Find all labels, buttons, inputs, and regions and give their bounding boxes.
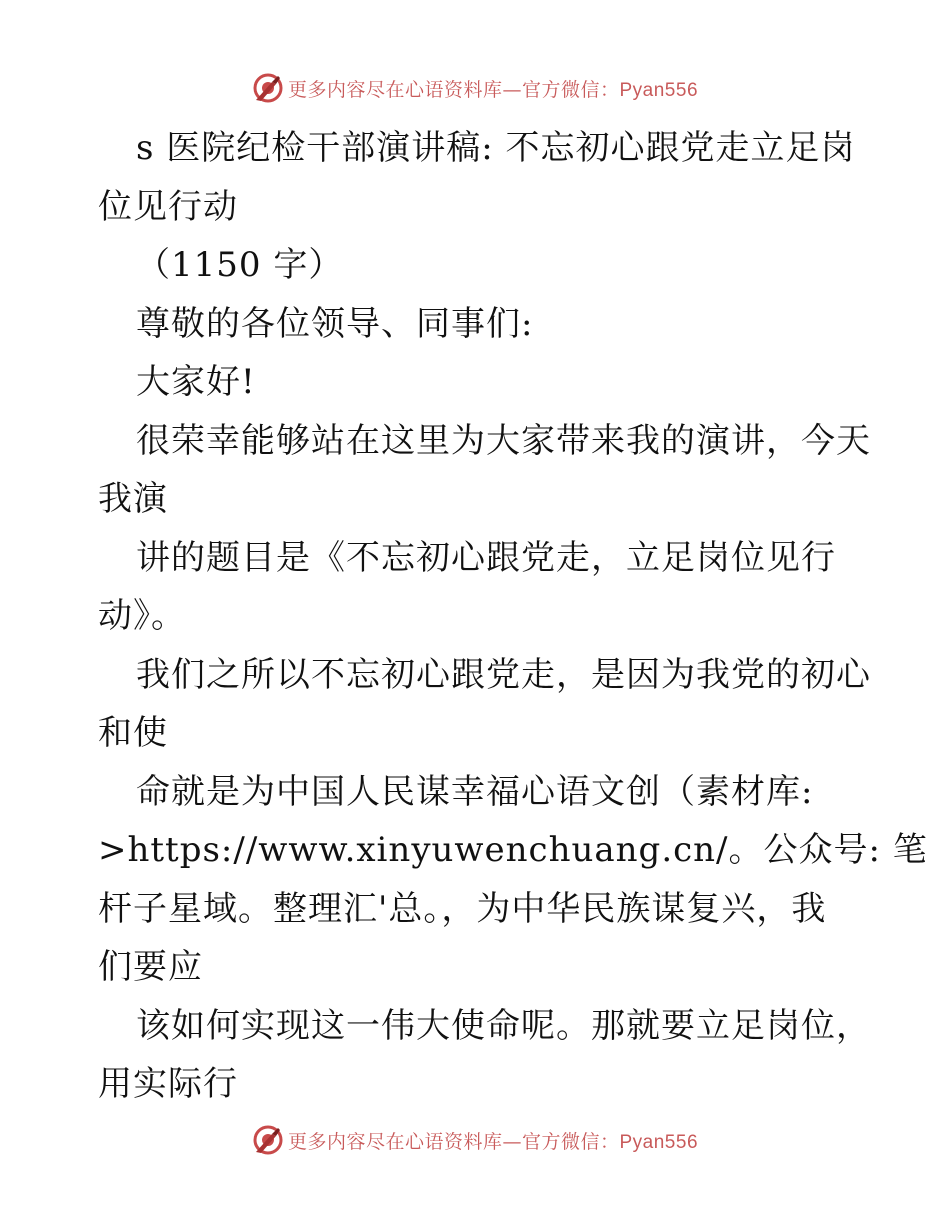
text-line: 大家好! — [136, 362, 256, 402]
text-line: 讲的题目是《不忘初心跟党走，立足岗位见行 — [136, 537, 836, 578]
text-line: 动》。 — [98, 596, 186, 636]
text-line: 该如何实现这一伟大使命呢。那就要立足岗位， — [136, 1005, 871, 1046]
text-line: >https://www.xinyuwenchuang.cn/。公众号: 笔 — [98, 830, 928, 870]
text-line: 位见行动 — [98, 186, 238, 227]
text-line: 我演 — [98, 479, 168, 519]
document-body — [98, 119, 928, 1114]
header-watermark-text — [288, 75, 698, 102]
footer-watermark-id: Pyan556 — [619, 1131, 699, 1153]
text-line: 们要应 — [98, 947, 203, 987]
text-line: 很荣幸能够站在这里为大家带来我的演讲，今天 — [136, 420, 871, 461]
text-line: 命就是为中国人民谋幸福心语文创（素材库: — [136, 771, 814, 812]
text-line: s 医院纪检干部演讲稿: 不忘初心跟党走立足岗 — [136, 128, 856, 168]
text-line: 杆子星域。整理汇'总。，为中华民族谋复兴，我 — [98, 888, 827, 929]
pen-logo-icon — [252, 72, 284, 104]
header-watermark-id: Pyan556 — [619, 79, 699, 101]
text-line: 尊敬的各位领导、同事们: — [136, 303, 534, 344]
text-line: 我们之所以不忘初心跟党走，是因为我党的初心 — [136, 654, 871, 695]
text-line: 用实际行 — [98, 1064, 238, 1104]
pen-logo-icon — [252, 1124, 284, 1156]
text-line: 和使 — [98, 713, 168, 753]
footer-watermark-main: 更多内容尽在心语资料库—官方微信： — [287, 1130, 620, 1153]
text-line: （1150 字） — [136, 245, 344, 285]
header-watermark — [0, 68, 950, 108]
footer-watermark-text — [288, 1127, 698, 1154]
footer-watermark — [0, 1120, 950, 1160]
header-watermark-main: 更多内容尽在心语资料库—官方微信： — [287, 78, 620, 101]
